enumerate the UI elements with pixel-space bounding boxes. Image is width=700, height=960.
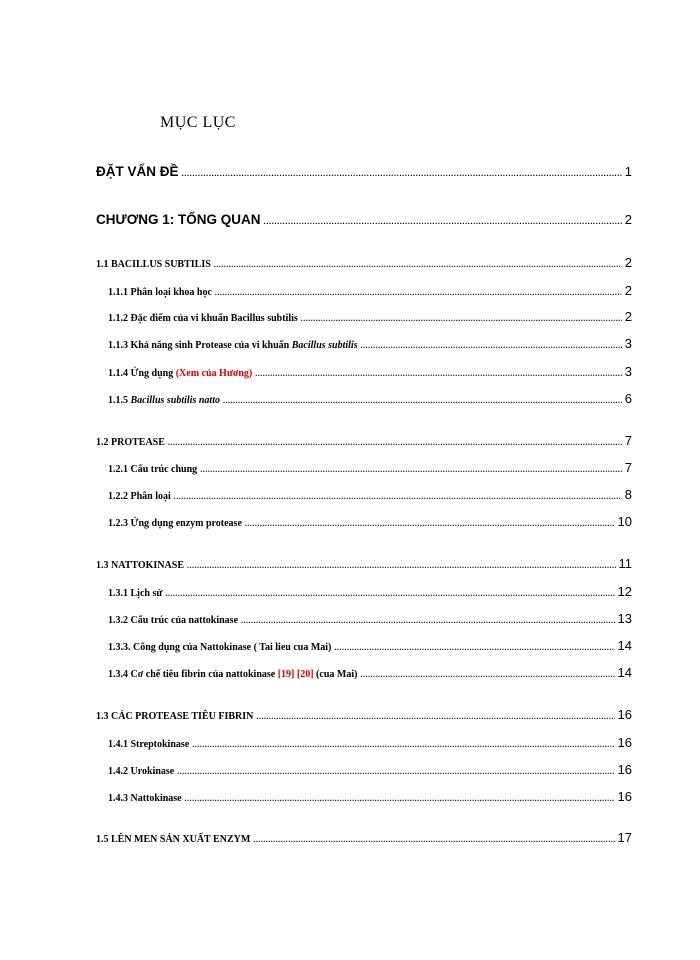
toc-leader-dots	[177, 767, 614, 776]
toc-leader-dots	[200, 465, 622, 474]
toc-leader-dots	[168, 438, 622, 447]
toc-entry-1-1-5[interactable]	[108, 391, 632, 406]
toc-leader-dots	[214, 260, 622, 269]
toc-entry-label: ĐẶT VẤN ĐỀ	[96, 164, 179, 179]
toc-entry-label: 1.3 NATTOKINASE	[96, 560, 184, 571]
toc-entry-1-1-3[interactable]	[108, 336, 632, 351]
toc-entry-label: 1.3 CÁC PROTEASE TIÊU FIBRIN	[96, 711, 254, 722]
toc-page-number: 12	[617, 584, 632, 599]
toc-entry-label: 1.4.2 Urokinase	[108, 766, 175, 777]
toc-entry-1-5[interactable]	[96, 830, 632, 845]
toc-page-number: 16	[617, 707, 632, 722]
toc-leader-dots	[192, 740, 614, 749]
toc-leader-dots	[187, 561, 616, 570]
toc-entry-label: 1.5 LÊN MEN SẢN XUẤT ENZYM	[96, 834, 251, 845]
toc-entry-1-1-4[interactable]	[108, 364, 632, 379]
toc-leader-dots	[263, 217, 621, 226]
toc-page-number: 2	[624, 309, 632, 324]
toc-page-number: 7	[624, 460, 632, 475]
toc-entry-label-italic: Bacillus subtilis natto	[130, 395, 220, 406]
toc-entry-1-4-2[interactable]	[108, 762, 632, 777]
toc-entry-label-text: 1.3.4 Cơ chế tiêu fibrin của nattokinase	[108, 669, 278, 680]
toc-entry-1-3[interactable]	[96, 556, 632, 571]
toc-entry-1-2-2[interactable]	[108, 487, 632, 502]
toc-title: MỤC LỤC	[160, 114, 236, 131]
toc-entry-1-1-2[interactable]	[108, 309, 632, 324]
toc-entry-label: CHƯƠNG 1: TỔNG QUAN	[96, 212, 261, 227]
toc-entry-label-text: 1.1.2 Đặc điểm của vi khuẩn Bacillus subtilis	[108, 313, 298, 324]
toc-page-number: 14	[617, 638, 632, 653]
toc-entry-dat-van-de[interactable]	[96, 164, 632, 179]
toc-leader-dots	[165, 589, 614, 598]
toc-entry-label	[108, 313, 298, 324]
toc-entry-1-2-3[interactable]	[108, 514, 632, 529]
toc-leader-dots	[223, 396, 622, 405]
toc-leader-dots	[361, 341, 622, 350]
toc-leader-dots	[360, 670, 614, 679]
toc-entry-label-note: (cua Mai)	[313, 669, 358, 680]
toc-entry-1-2[interactable]	[96, 433, 632, 448]
toc-entry-1-1-1[interactable]	[108, 283, 632, 298]
toc-page-number: 8	[624, 487, 632, 502]
toc-entry-label: 1.3.2 Cấu trúc của nattokinase	[108, 615, 239, 626]
toc-entry-chuong-1[interactable]	[96, 212, 632, 227]
toc-page-number: 14	[617, 665, 632, 680]
toc-entry-protease-tieu-fibrin[interactable]	[96, 707, 632, 722]
toc-entry-label: 1.4.1 Streptokinase	[108, 739, 190, 750]
toc-leader-dots	[256, 712, 614, 721]
toc-leader-dots	[334, 643, 614, 652]
toc-entry-label: 1.2.3 Ứng dụng enzym protease	[108, 518, 242, 529]
toc-entry-label-text: 1.1.5	[108, 395, 131, 406]
toc-entry-1-4-1[interactable]	[108, 735, 632, 750]
toc-leader-dots	[215, 288, 622, 297]
toc-leader-dots	[301, 314, 622, 323]
toc-page-number: 17	[617, 830, 632, 845]
toc-page-number: 2	[624, 283, 632, 298]
toc-entry-label: 1.2.1 Cấu trúc chung	[108, 464, 198, 475]
toc-leader-dots	[174, 492, 622, 501]
toc-page-number: 2	[624, 255, 632, 270]
toc-entry-label: 1.2 PROTEASE	[96, 437, 165, 448]
toc-entry-label: 1.3.1 Lịch sử	[108, 588, 163, 599]
toc-entry-label	[108, 669, 357, 680]
toc-leader-dots	[253, 835, 614, 844]
toc-entry-1-3-2[interactable]	[108, 611, 632, 626]
toc-entry-label	[108, 395, 220, 406]
toc-entry-1-3-4[interactable]	[108, 665, 632, 680]
toc-page-number: 16	[617, 762, 632, 777]
toc-page-number: 16	[617, 789, 632, 804]
toc-entry-label: 1.1 BACILLUS SUBTILIS	[96, 259, 211, 270]
toc-entry-label: 1.4.3 Nattokinase	[108, 793, 182, 804]
toc-entry-label: 1.3.3. Công dụng của Nattokinase ( Tai lieu cua Mai)	[108, 642, 332, 653]
toc-leader-dots	[241, 616, 615, 625]
toc-entry-1-4-3[interactable]	[108, 789, 632, 804]
toc-entry-label: 1.1.1 Phân loại khoa học	[108, 287, 212, 298]
toc-page-number: 13	[617, 611, 632, 626]
toc-entry-label	[108, 368, 252, 379]
toc-page-number: 2	[624, 212, 632, 227]
toc-entry-reference-red: [19] [20]	[277, 669, 314, 680]
toc-entry-label-text: 1.1.3 Khả năng sinh Protease của vi khuẩn	[108, 340, 292, 351]
toc-entry-label-italic: Bacillus subtilis	[291, 340, 358, 351]
toc-page-number: 7	[624, 433, 632, 448]
toc-page-number: 10	[617, 514, 632, 529]
toc-entry-note-red: (Xem của Hương)	[175, 368, 253, 379]
toc-entry-label-text: 1.1.4 Ứng dụng	[108, 368, 176, 379]
toc-page-number: 3	[624, 336, 632, 351]
toc-leader-dots	[185, 794, 615, 803]
toc-entry-label	[108, 340, 358, 351]
toc-page-number: 3	[624, 364, 632, 379]
toc-page-number: 11	[618, 556, 632, 571]
toc-entry-1-3-1[interactable]	[108, 584, 632, 599]
toc-entry-1-1[interactable]	[96, 255, 632, 270]
toc-page-number: 1	[624, 164, 632, 179]
toc-leader-dots	[255, 369, 622, 378]
toc-entry-label: 1.2.2 Phân loại	[108, 491, 171, 502]
toc-page-number: 6	[624, 391, 632, 406]
toc-page-number: 16	[617, 735, 632, 750]
toc-leader-dots	[182, 169, 622, 178]
toc-entry-1-3-3[interactable]	[108, 638, 632, 653]
toc-leader-dots	[245, 519, 615, 528]
toc-entry-1-2-1[interactable]	[108, 460, 632, 475]
